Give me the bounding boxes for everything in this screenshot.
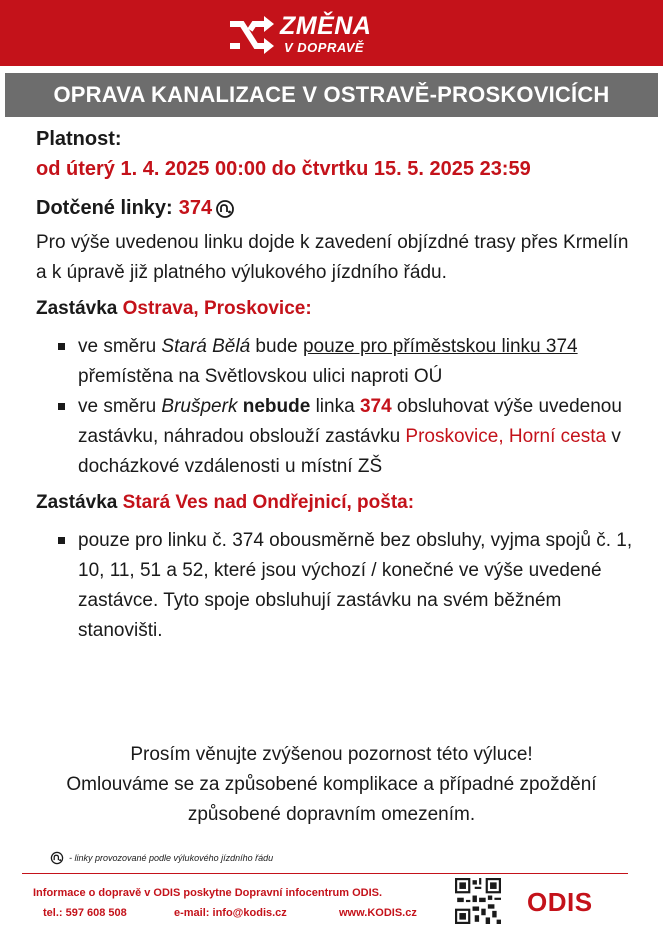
list-item: ve směru Stará Bělá bude pouze pro příměstskou linku 374 přemístěna na Světlovskou ulici naproti OÚ [56,332,636,392]
stop2-heading [36,492,636,514]
detour-timetable-icon [215,199,235,219]
footer-email-link[interactable]: e-mail: info@kodis.cz [174,907,287,919]
affected-lines [36,197,636,220]
list-item: ve směru Brušperk nebude linka 374 obsluhovat výše uvedenou zastávku, náhradou obslouží zastávku Proskovice, Horní cesta v docházkové vzdálenosti u místní ZŠ [56,392,636,482]
replacement-stop: Proskovice, Horní cesta [405,426,607,447]
top-banner [0,0,663,66]
line-number: 374 [359,396,392,417]
footer-info [33,883,417,923]
stop1-bullets [56,332,636,482]
notice-content [36,128,636,646]
logo-line1: ZMĚNA [280,12,372,40]
stop1-name: Ostrava, Proskovice: [122,298,312,319]
footer-phone: tel.: 597 608 508 [43,907,127,919]
zmena-v-doprave-logo [228,12,398,60]
stop1-heading [36,298,636,320]
footer-divider [22,873,628,874]
stop2-bullets [56,526,636,646]
legend [50,851,273,865]
shuffle-arrows-icon [228,16,276,56]
stop2-label: Zastávka [36,492,118,513]
detour-timetable-icon [50,851,64,865]
stop1-label: Zastávka [36,298,118,319]
list-item: pouze pro linku č. 374 obousměrně bez obsluhy, vyjma spojů č. 1, 10, 11, 51 a 52, které jsou výchozí / konečné ve výše uvedené zastávce. Tyto spoje obsluhují zastávku na svém běžném stanovišti. [56,526,636,646]
affected-line-number: 374 [178,197,213,219]
closing-line2: Omlouváme se za způsobené komplikace a případné zpoždění [66,774,597,795]
direction-stara-bela: Stará Bělá [161,336,251,357]
intro-text: Pro výše uvedenou linku dojde k zavedení objízdné trasy přes Krmelín a k úpravě již platného výlukového jízdního řádu. [36,232,629,283]
stop2-name: Stará Ves nad Ondřejnicí, pošta: [122,492,415,513]
logo-line2: V DOPRAVĚ [284,40,365,55]
direction-brusperk: Brušperk [161,396,238,417]
closing-line1: Prosím věnujte zvýšenou pozornost této výluce! [130,744,533,765]
closing-message [0,740,663,830]
bold-nebude: nebude [242,396,311,417]
validity-value: od úterý 1. 4. 2025 00:00 do čtvrtku 15. 5. 2025 23:59 [36,158,531,180]
closing-line3: způsobené dopravním omezením. [187,804,476,825]
page-title: OPRAVA KANALIZACE V OSTRAVĚ-PROSKOVICÍCH [5,73,658,117]
affected-lines-label: Dotčené linky: [36,197,173,219]
validity-label: Platnost: [36,128,122,150]
footer-info-line: Informace o dopravě v ODIS poskytne Dopravní infocentrum ODIS. [33,887,383,899]
footer-web-link[interactable]: www.KODIS.cz [339,907,417,919]
qr-code-icon[interactable] [455,878,501,924]
underlined-note: pouze pro příměstskou linku 374 [302,336,578,357]
legend-text: - linky provozované podle výlukového jízdního řádu [69,853,274,863]
odis-logo: ODIS [527,887,593,917]
